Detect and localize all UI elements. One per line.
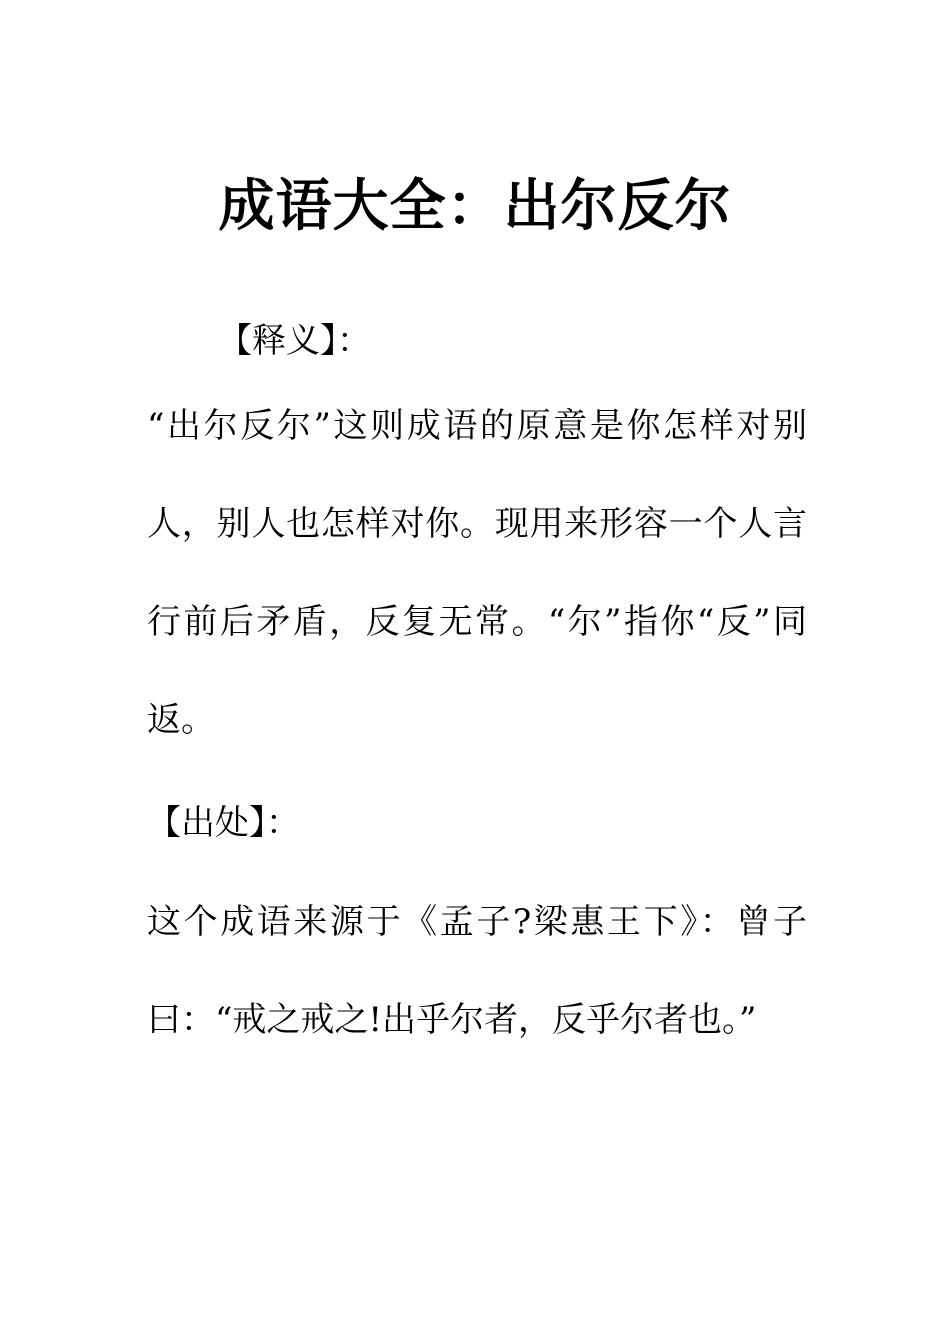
page-title: 成语大全：出尔反尔 bbox=[218, 172, 732, 239]
section-label-definition: 【释义】： bbox=[218, 321, 371, 361]
section-text-definition: “出尔反尔”这则成语的原意是你怎样对别人，别人也怎样对你。现用来形容一个人言行前后矛盾，反复无常。“尔”指你“反”同返。 bbox=[147, 406, 807, 740]
section-text-source: 这个成语来源于《孟子?梁惠王下》：曾子曰：“戒之戒之!出乎尔者，反乎尔者也。” bbox=[147, 902, 807, 1040]
section-label-source: 【出处】： bbox=[147, 803, 300, 843]
